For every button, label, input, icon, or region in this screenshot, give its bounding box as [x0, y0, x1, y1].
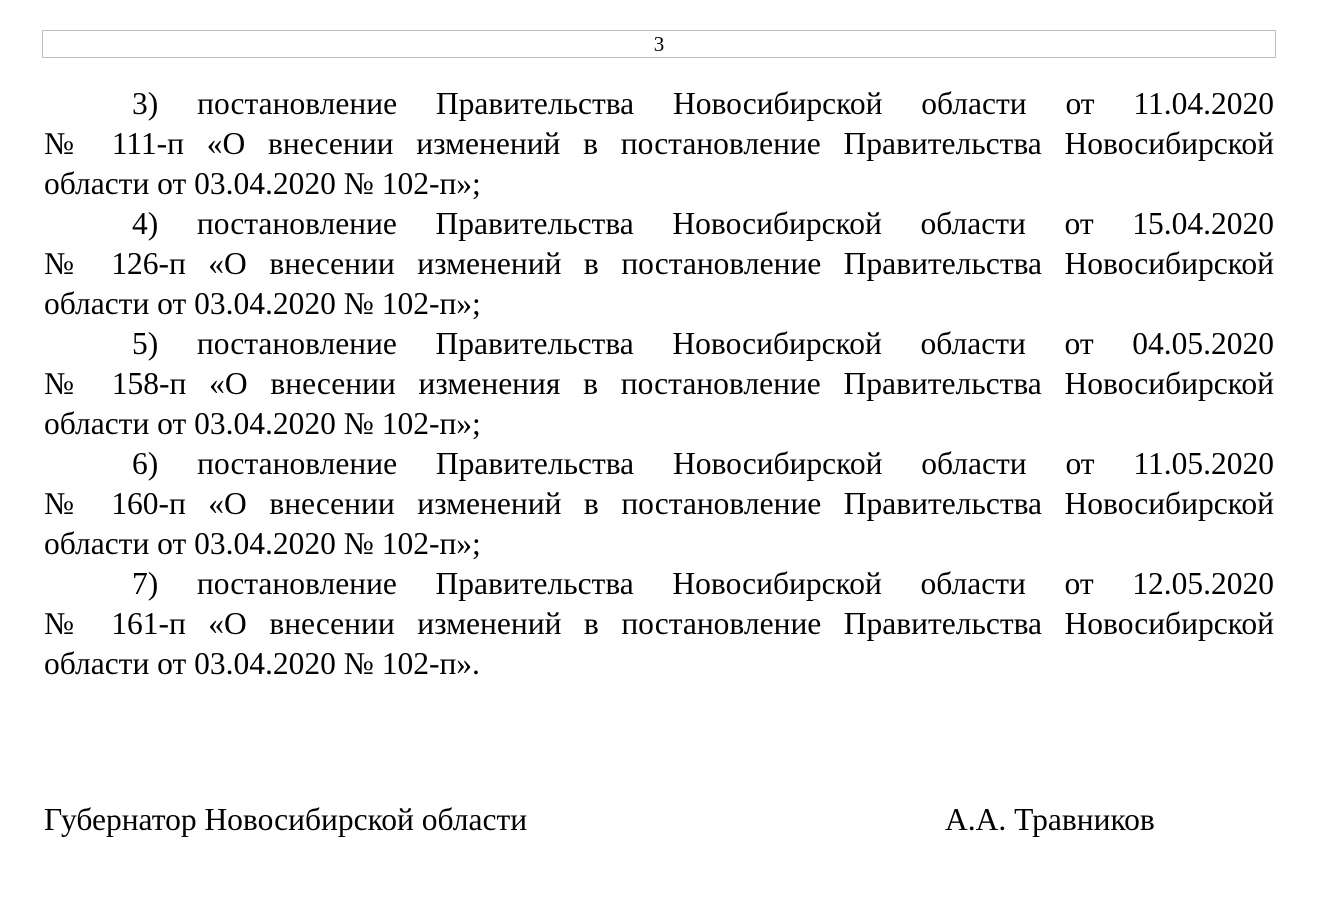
list-item-line: 5) постановление Правительства Новосибирской области от 04.05.2020: [132, 326, 1274, 361]
list-item-line: № 158-п «О внесении изменения в постановление Правительства Новосибирской: [44, 366, 1274, 401]
list-item-line: 7) постановление Правительства Новосибирской области от 12.05.2020: [132, 566, 1274, 601]
list-item-line: 3) постановление Правительства Новосибирской области от 11.04.2020: [132, 86, 1274, 121]
list-item-line: области от 03.04.2020 № 102-п»;: [44, 526, 481, 561]
list-item-line: области от 03.04.2020 № 102-п»;: [44, 166, 481, 201]
list-item: [44, 324, 1274, 444]
list-item-line: № 161-п «О внесении изменений в постановление Правительства Новосибирской: [44, 606, 1274, 641]
list-item-line: № 160-п «О внесении изменений в постановление Правительства Новосибирской: [44, 486, 1274, 521]
page-number-box: [42, 30, 1276, 58]
list-item-line: области от 03.04.2020 № 102-п»;: [44, 406, 481, 441]
list-item-line: № 126-п «О внесении изменений в постановление Правительства Новосибирской: [44, 246, 1274, 281]
list-item-line: № 111-п «О внесении изменений в постановление Правительства Новосибирской: [44, 126, 1274, 161]
signatory-name: А.А. Травников: [945, 802, 1155, 837]
document-body: [44, 84, 1274, 684]
signatory-title: Губернатор Новосибирской области: [44, 802, 528, 837]
list-item-line: 6) постановление Правительства Новосибирской области от 11.05.2020: [132, 446, 1274, 481]
list-item: [44, 444, 1274, 564]
list-item: [44, 204, 1274, 324]
page-number: 3: [653, 32, 665, 56]
list-item-line: области от 03.04.2020 № 102-п»;: [44, 286, 481, 321]
list-item: [44, 84, 1274, 204]
list-item-line: области от 03.04.2020 № 102-п».: [44, 646, 480, 681]
list-item: [44, 564, 1274, 684]
list-item-line: 4) постановление Правительства Новосибирской области от 15.04.2020: [132, 206, 1274, 241]
